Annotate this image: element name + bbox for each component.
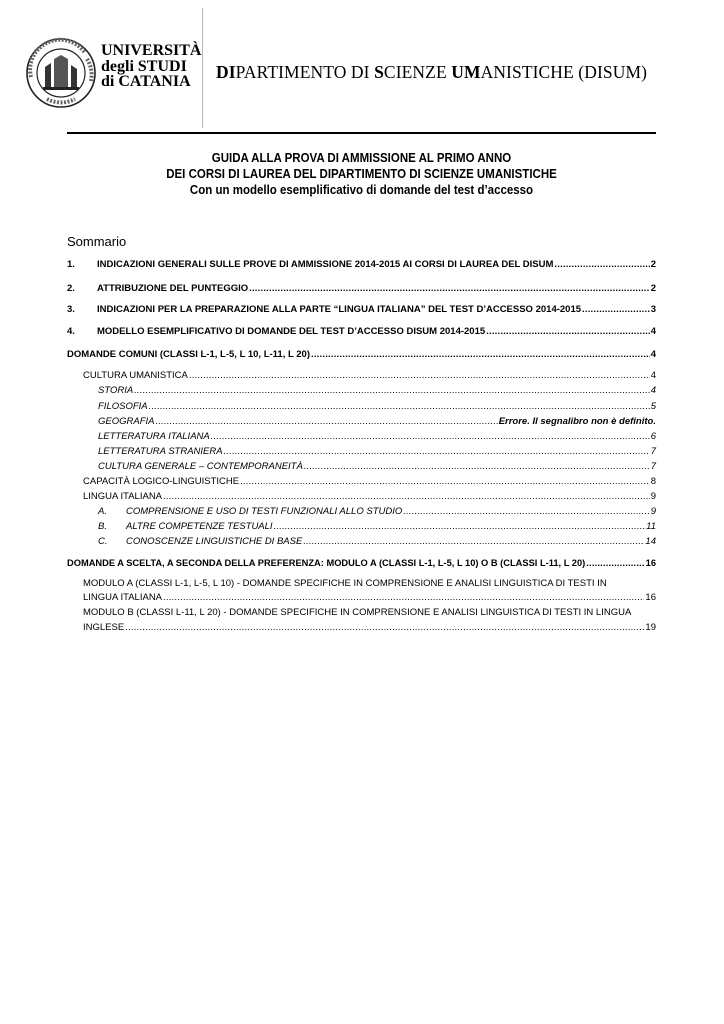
university-line: UNIVERSITÀ [101, 42, 202, 59]
toc-entry[interactable] [67, 349, 656, 360]
title-subtitle: Con un modello esemplificativo di domande del test d’accesso [189, 183, 534, 197]
toc-page: 4 [650, 326, 656, 337]
toc-number: 4. [67, 326, 75, 337]
toc-entry[interactable] [67, 326, 656, 337]
toc-number: A. [98, 506, 107, 517]
university-line: di CATANIA [101, 73, 191, 90]
title-line: DEI CORSI DI LAUREA DEL DIPARTIMENTO DI SCIENZE UMANISTICHE [166, 167, 557, 181]
toc-number: C. [98, 536, 108, 547]
toc-entry-line[interactable]: MODULO B (CLASSI L-11, L 20) - DOMANDE SPECIFICHE IN COMPRENSIONE E ANALISI LINGUISTICA DI TESTI IN LINGUA [83, 607, 632, 618]
toc-entry[interactable] [98, 431, 656, 442]
toc-entry[interactable] [98, 536, 656, 547]
toc-entry[interactable] [98, 521, 656, 532]
university-name [101, 43, 201, 90]
toc-text: CULTURA GENERALE – CONTEMPORANEITÀ [98, 461, 303, 472]
toc-page: 16 [645, 592, 656, 603]
toc-page: 4 [650, 385, 656, 396]
university-line: degli STUDI [101, 57, 187, 75]
toc-page: 5 [650, 401, 656, 412]
toc-text: INGLESE [83, 622, 125, 633]
toc-page: 14 [645, 536, 656, 547]
toc-entry[interactable] [67, 304, 656, 315]
toc-page: 4 [650, 349, 656, 360]
toc-page: 11 [646, 521, 656, 532]
toc-entry[interactable] [98, 461, 656, 472]
toc-page: 8 [650, 476, 656, 487]
document-title [91, 150, 633, 198]
toc-text: INDICAZIONI GENERALI SULLE PROVE DI AMMISSIONE 2014-2015 AI CORSI DI LAUREA DEL DISUM [97, 259, 554, 270]
toc-entry[interactable] [98, 416, 656, 427]
toc-page: 16 [645, 558, 656, 568]
toc-entry[interactable] [67, 259, 656, 270]
toc-entry[interactable] [98, 401, 656, 412]
toc-page: 7 [650, 461, 656, 472]
toc-page: 19 [645, 622, 656, 633]
toc-text: CULTURA UMANISTICA [83, 370, 188, 381]
toc-number: 1. [67, 259, 75, 270]
toc-number: 2. [67, 283, 75, 294]
toc-text: INDICAZIONI PER LA PREPARAZIONE ALLA PARTE “LINGUA ITALIANA” DEL TEST D’ACCESSO 2014-2015 [97, 304, 582, 315]
dept-part: CIENZE [383, 62, 452, 82]
toc-entry[interactable] [83, 476, 656, 487]
toc-heading: Sommario [67, 234, 127, 249]
toc-text: LINGUA ITALIANA [83, 592, 163, 603]
toc-text: LETTERATURA ITALIANA [98, 431, 210, 442]
title-line: GUIDA ALLA PROVA DI AMMISSIONE AL PRIMO ANNO [211, 151, 512, 165]
dept-part: PARTIMENTO DI [235, 62, 375, 82]
toc-entry[interactable] [83, 370, 656, 381]
dept-part: DI [216, 62, 236, 82]
header-divider [202, 8, 203, 128]
dept-part: S [374, 62, 384, 82]
dept-part: ANISTICHE (DISUM) [480, 62, 648, 82]
toc-error-message: Errore. Il segnalibro non è definito. [498, 416, 656, 427]
toc-entry[interactable] [83, 622, 656, 633]
department-name [216, 62, 647, 83]
toc-text: CAPACITÀ LOGICO-LINGUISTICHE [83, 476, 240, 487]
toc-text: MODELLO ESEMPLIFICATIVO DI DOMANDE DEL TEST D’ACCESSO DISUM 2014-2015 [97, 326, 486, 337]
toc-entry[interactable] [67, 558, 656, 568]
university-seal-logo [25, 37, 97, 109]
toc-number: 3. [67, 304, 75, 315]
toc-text: LINGUA ITALIANA [83, 491, 163, 502]
toc-text: ALTRE COMPETENZE TESTUALI [126, 521, 273, 532]
toc-text: CONOSCENZE LINGUISTICHE DI BASE [126, 536, 303, 547]
toc-entry[interactable] [83, 592, 656, 603]
toc-page: 3 [650, 304, 656, 315]
toc-page: 6 [650, 431, 656, 442]
toc-entry[interactable] [83, 491, 656, 502]
toc-entry[interactable] [98, 506, 656, 517]
toc-number: B. [98, 521, 107, 532]
toc-page: 9 [650, 491, 656, 502]
toc-text: ATTRIBUZIONE DEL PUNTEGGIO [97, 283, 249, 294]
toc-text: FILOSOFIA [98, 401, 148, 412]
toc-page: 4 [650, 370, 656, 381]
dept-part: UM [451, 62, 481, 82]
toc-page: 2 [650, 259, 656, 270]
toc-entry[interactable] [98, 385, 656, 396]
header-rule [67, 132, 656, 134]
toc-entry[interactable] [67, 283, 656, 294]
toc-entry[interactable] [98, 446, 656, 457]
toc-text: GEOGRAFIA [98, 416, 155, 427]
toc-text: DOMANDE A SCELTA, A SECONDA DELLA PREFERENZA: MODULO A (CLASSI L-1, L-5, L 10) O B (CLASSI L-11, L 20) [67, 558, 586, 568]
toc-page: 9 [650, 506, 656, 517]
toc-page: 2 [650, 283, 656, 294]
toc-text: LETTERATURA STRANIERA [98, 446, 223, 457]
toc-entry-line[interactable]: MODULO A (CLASSI L-1, L-5, L 10) - DOMANDE SPECIFICHE IN COMPRENSIONE E ANALISI LINGUISTICA DI TESTI IN [83, 578, 607, 589]
toc-text: COMPRENSIONE E USO DI TESTI FUNZIONALI ALLO STUDIO [126, 506, 403, 517]
toc-text: DOMANDE COMUNI (CLASSI L-1, L-5, L 10, L-11, L 20) [67, 349, 310, 360]
toc-text: STORIA [98, 385, 134, 396]
toc-page: 7 [650, 446, 656, 457]
